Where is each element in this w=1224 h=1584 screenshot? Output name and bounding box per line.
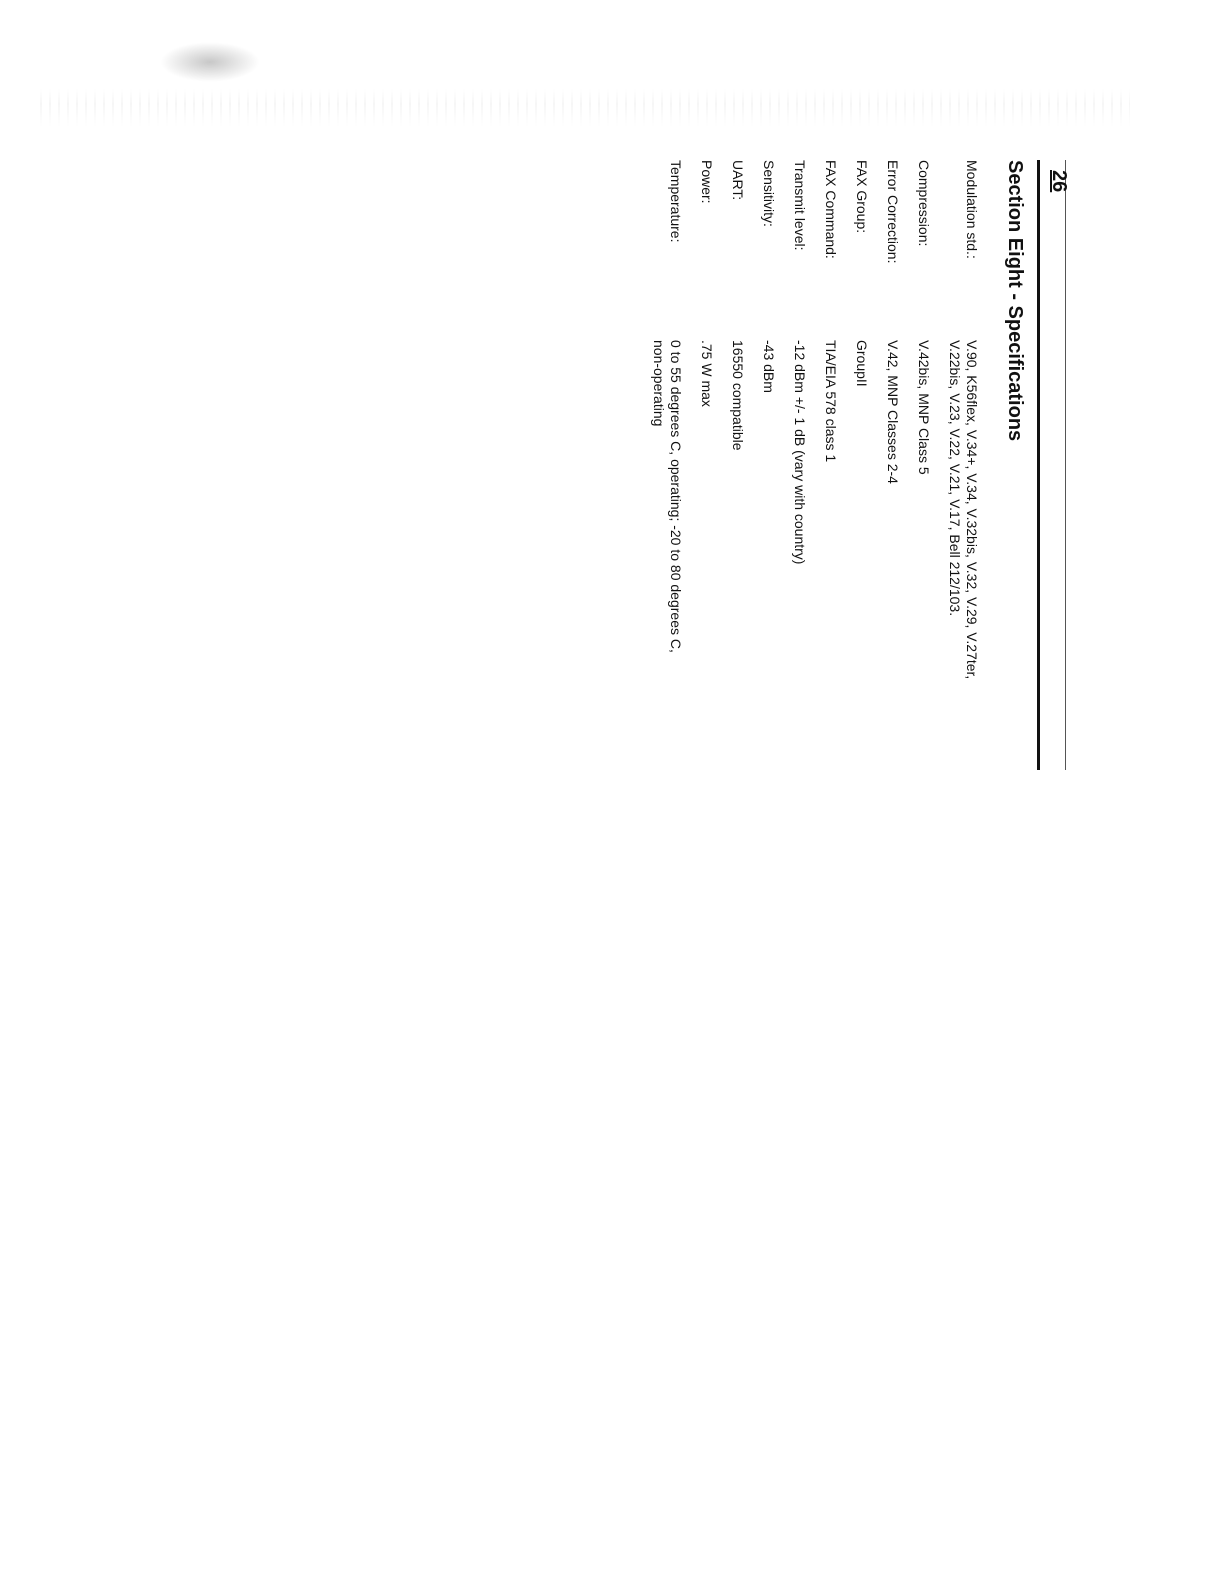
spec-value: 0 to 55 degrees C, operating; -20 to 80 degrees C, non-operating bbox=[651, 340, 684, 653]
spec-label: UART: bbox=[730, 160, 746, 201]
spec-row-error-correction bbox=[884, 160, 901, 800]
spec-value: 16550 compatible bbox=[730, 340, 746, 451]
spec-value: GroupII bbox=[854, 340, 870, 387]
spec-value: TIA/EIA 578 class 1 bbox=[823, 340, 839, 463]
rotated-page bbox=[630, 160, 1070, 800]
page-number: 26 bbox=[1048, 170, 1070, 193]
spec-label: Compression: bbox=[916, 160, 932, 247]
spec-value: .75 W max bbox=[699, 340, 715, 407]
spec-value: V.42bis, MNP Class 5 bbox=[916, 340, 932, 475]
spec-row-compression bbox=[915, 160, 932, 800]
spec-label: FAX Command: bbox=[823, 160, 839, 259]
scan-noise bbox=[40, 88, 1130, 128]
spec-value: V.42, MNP Classes 2-4 bbox=[885, 340, 901, 484]
header-rule-thin bbox=[1065, 160, 1066, 770]
section-title: Section Eight - Specifications bbox=[1004, 160, 1026, 442]
spec-label: Transmit level: bbox=[792, 160, 808, 251]
spec-row-sensitivity bbox=[760, 160, 777, 800]
spec-label: Sensitivity: bbox=[761, 160, 777, 227]
header-rule-thick bbox=[1037, 160, 1040, 770]
spec-value: -43 dBm bbox=[761, 340, 777, 393]
spec-table bbox=[636, 160, 980, 800]
spec-row-transmit-level bbox=[791, 160, 808, 800]
spec-row-power bbox=[698, 160, 715, 800]
spec-label: Power: bbox=[699, 160, 715, 204]
spec-label: FAX Group: bbox=[854, 160, 870, 234]
spec-value: -12 dBm +/- 1 dB (vary with country) bbox=[792, 340, 808, 565]
spec-row-fax-command bbox=[822, 160, 839, 800]
spec-row-uart bbox=[729, 160, 746, 800]
spec-row-temperature bbox=[650, 160, 684, 800]
spec-row-modulation bbox=[946, 160, 980, 800]
spec-label: Error Correction: bbox=[885, 160, 901, 264]
spec-value: V.90, K56flex, V.34+, V.34, V.32bis, V.32, V.29, V.27ter, V.22bis, V.23, V.22, V.21, V.17, Bell 212/103. bbox=[947, 340, 980, 680]
spec-label: Modulation std.: bbox=[964, 160, 980, 259]
spec-row-fax-group bbox=[853, 160, 870, 800]
scan-artifact bbox=[160, 42, 260, 82]
spec-label: Temperature: bbox=[668, 160, 684, 243]
